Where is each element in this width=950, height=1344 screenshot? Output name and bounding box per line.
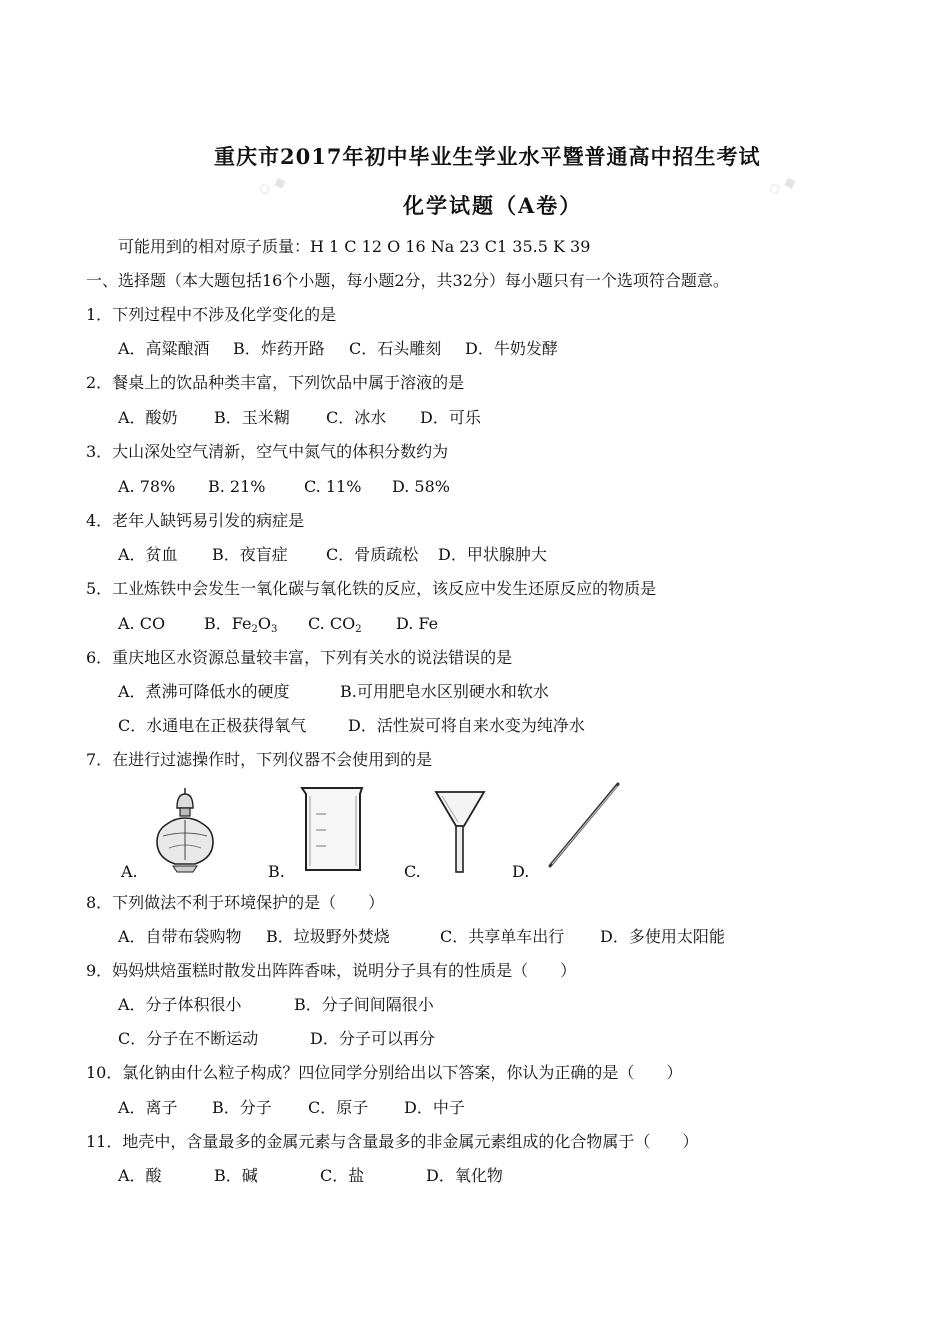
option: D. Fe [396, 614, 439, 633]
subscript: 2 [251, 624, 258, 635]
glass-rod-image [540, 780, 630, 876]
question-options [118, 407, 481, 429]
question-options [118, 476, 450, 498]
subscript: 3 [270, 624, 278, 635]
exam-title: 重庆市2017年初中毕业生学业水平暨普通高中招生考试 [214, 144, 761, 169]
question-options [118, 681, 549, 703]
option: D．中子 [404, 1098, 465, 1117]
section-heading: 一、选择题（本大题包括16个小题，每小题2分，共32分）每小题只有一个选项符合题意。 [86, 271, 729, 290]
option: D．分子可以再分 [310, 1029, 435, 1048]
option: C．盐 [320, 1166, 365, 1185]
beaker-image [296, 784, 368, 876]
question-stem: 6．重庆地区水资源总量较丰富，下列有关水的说法错误的是 [86, 648, 513, 667]
option: D．氧化物 [426, 1166, 503, 1185]
question-stem: 3．大山深处空气清新，空气中氮气的体积分数约为 [86, 442, 449, 461]
option: A．自带布袋购物 [118, 927, 242, 946]
question-stem: 9．妈妈烘焙蛋糕时散发出阵阵香味，说明分子具有的性质是（ ） [86, 961, 577, 980]
option: D．甲状腺肿大 [438, 545, 547, 564]
option: D．多使用太阳能 [600, 927, 725, 946]
question-stem: 10．氯化钠由什么粒子构成？四位同学分别给出以下答案，你认为正确的是（ ） [86, 1063, 683, 1082]
option: A．煮沸可降低水的硬度 [118, 682, 290, 701]
question-options [118, 1165, 503, 1187]
option: A．贫血 [118, 545, 178, 564]
question-options [118, 1097, 465, 1119]
option: C．骨质疏松 [326, 545, 419, 564]
option: A．高粱酿酒 [118, 339, 210, 358]
option-text: O [257, 614, 271, 633]
watermark-right: ◇ ◆ [765, 171, 799, 199]
question-stem: 7．在进行过滤操作时，下列仪器不会使用到的是 [86, 750, 433, 769]
question-options [118, 1028, 435, 1050]
question-options [118, 715, 585, 737]
option: A. CO [118, 614, 166, 633]
option: D．可乐 [420, 408, 481, 427]
option: B．炸药开路 [233, 339, 325, 358]
exam-subtitle: 化学试题（A卷） [403, 193, 583, 218]
option: B.可用肥皂水区别硬水和软水 [340, 682, 549, 701]
funnel-image [432, 786, 488, 876]
question-options [118, 338, 558, 360]
image-label: D. [512, 862, 530, 881]
question-options [118, 994, 434, 1016]
option: B. 21% [208, 477, 266, 496]
option: A．分子体积很小 [118, 995, 242, 1014]
option-text: B．Fe [204, 614, 252, 633]
option [308, 613, 396, 635]
question-stem: 2．餐桌上的饮品种类丰富，下列饮品中属于溶液的是 [86, 373, 465, 392]
option: B．夜盲症 [212, 545, 288, 564]
option: B．玉米糊 [214, 408, 290, 427]
option: A. 78% [118, 477, 176, 496]
option: D. 58% [392, 477, 450, 496]
question-options [118, 544, 547, 566]
option: D．牛奶发酵 [465, 339, 558, 358]
question-stem: 8．下列做法不利于环境保护的是（ ） [86, 893, 385, 912]
option [204, 613, 308, 635]
image-label: C. [404, 862, 421, 881]
option: B．分子 [212, 1098, 272, 1117]
question-options [118, 926, 725, 948]
option: C．共享单车出行 [440, 927, 565, 946]
watermark-left: ◇ ◆ [255, 171, 289, 199]
question-options [118, 613, 438, 635]
option: C．分子在不断运动 [118, 1029, 259, 1048]
subscript: 2 [355, 624, 362, 635]
option: B．分子间间隔很小 [294, 995, 434, 1014]
option: C．原子 [308, 1098, 369, 1117]
option: B．碱 [214, 1166, 258, 1185]
question-stem: 5．工业炼铁中会发生一氧化碳与氧化铁的反应，该反应中发生还原反应的物质是 [86, 579, 657, 598]
atomic-masses: 可能用到的相对原子质量：H 1 C 12 O 16 Na 23 C1 35.5 K 39 [118, 237, 591, 256]
option: C．石头雕刻 [349, 339, 442, 358]
option-text: C. CO [308, 614, 356, 633]
option: C．冰水 [326, 408, 387, 427]
option: A．酸奶 [118, 408, 178, 427]
image-label: A. [121, 862, 138, 881]
option: B．垃圾野外焚烧 [266, 927, 390, 946]
option: D．活性炭可将自来水变为纯净水 [348, 716, 585, 735]
question-stem: 4．老年人缺钙易引发的病症是 [86, 511, 305, 530]
question-stem: 1．下列过程中不涉及化学变化的是 [86, 305, 337, 324]
option: C．水通电在正极获得氧气 [118, 716, 307, 735]
option: A．酸 [118, 1166, 162, 1185]
image-label: B. [268, 862, 285, 881]
option: C. 11% [304, 477, 362, 496]
alcohol-lamp-image [147, 786, 223, 876]
option: A．离子 [118, 1098, 178, 1117]
question-stem: 11．地壳中，含量最多的金属元素与含量最多的非金属元素组成的化合物属于（ ） [86, 1132, 699, 1151]
